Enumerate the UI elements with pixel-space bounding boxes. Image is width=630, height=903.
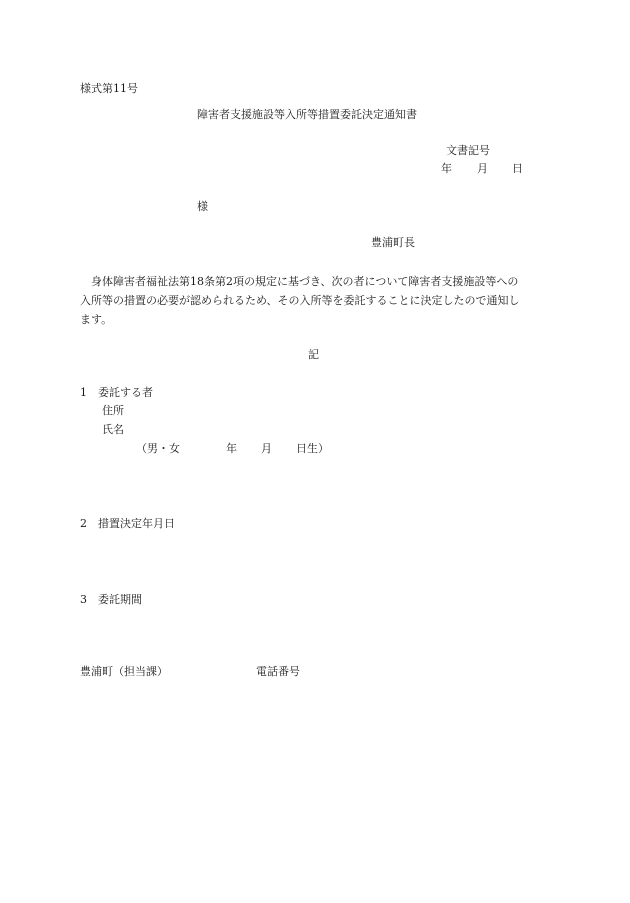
date-month: 月 <box>477 162 488 175</box>
addressee-suffix: 様 <box>197 200 208 213</box>
body-paragraph <box>80 272 550 329</box>
body-line-3: ます。 <box>80 313 113 326</box>
gender-field: （男・女 <box>136 442 180 455</box>
body-line-1: 身体障害者福祉法第18条第2項の規定に基づき、次の者について障害者支援施設等への <box>91 275 519 288</box>
birth-month-label: 月 <box>261 442 272 455</box>
document-number-label: 文書記号 <box>446 144 490 157</box>
section-2-heading: 2 措置決定年月日 <box>80 517 175 530</box>
date-day: 日 <box>512 162 523 175</box>
date-year: 年 <box>441 162 452 175</box>
footer-phone-label: 電話番号 <box>256 665 300 678</box>
document-title: 障害者支援施設等入所等措置委託決定通知書 <box>197 108 417 121</box>
birth-day-label: 日生） <box>296 442 329 455</box>
section-1-heading: 1 委託する者 <box>80 386 153 399</box>
birth-year-label: 年 <box>226 442 237 455</box>
section-3-heading: 3 委託期間 <box>80 593 142 606</box>
ki-marker: 記 <box>308 348 319 361</box>
body-line-2: 入所等の措置の必要が認められるため、その入所等を委託することに決定したので通知し <box>80 294 520 307</box>
address-label: 住所 <box>102 404 124 417</box>
issuer: 豊浦町長 <box>371 236 415 249</box>
form-number: 様式第11号 <box>80 82 138 95</box>
name-label: 氏名 <box>102 423 124 436</box>
footer-department: 豊浦町（担当課） <box>80 665 168 678</box>
